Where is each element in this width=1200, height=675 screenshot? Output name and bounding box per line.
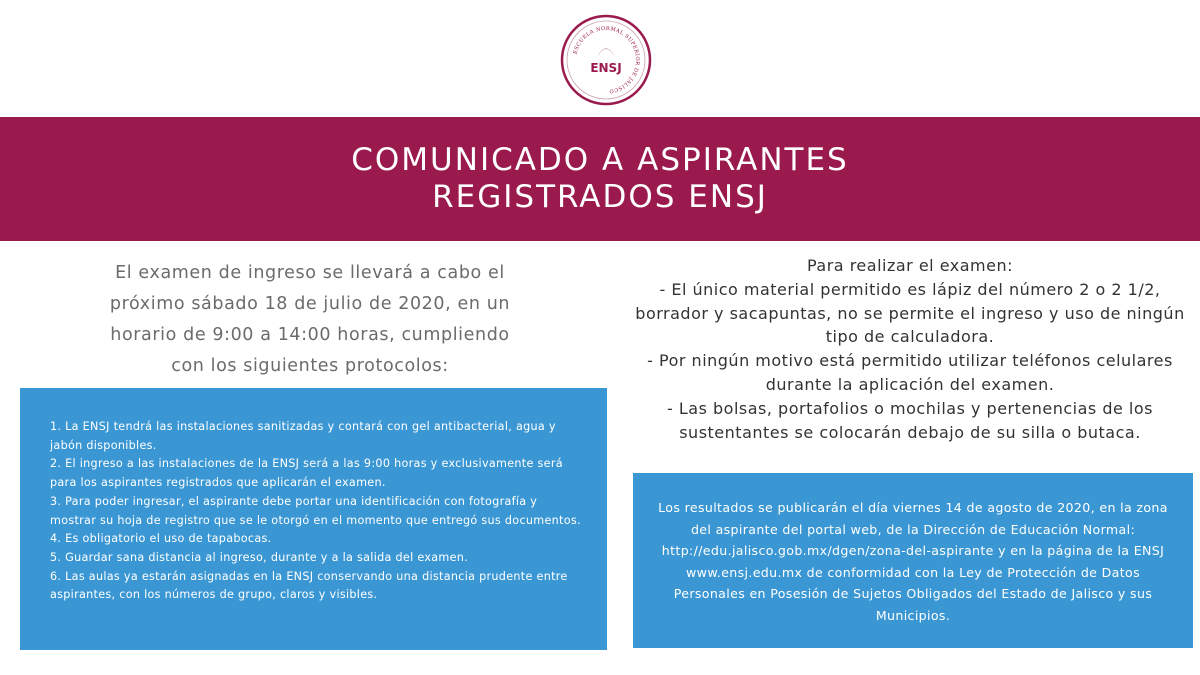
exam-item: - Las bolsas, portafolios o mochilas y pertenencias de los sustentantes se colocarán debajo de su silla o butaca. xyxy=(667,398,1153,442)
title-banner xyxy=(0,117,1200,241)
results-text: Los resultados se publicarán el día viernes 14 de agosto de 2020, en la zona del aspirante del portal web, de la Dirección de Educación Normal: http://edu.jalisco.gob.mx/dgen/zona-del-aspirante y en la página de la ENSJ www.ensj.edu.mx de conformidad con la Ley de Protección de Datos Personales en Posesión de Sujetos Obligados del Estado de Jalisco y sus Municipios. xyxy=(658,500,1168,623)
intro-line: horario de 9:00 a 14:00 horas, cumpliendo xyxy=(110,325,510,345)
protocols-box xyxy=(20,388,607,650)
exam-item: - Por ningún motivo está permitido utilizar teléfonos celulares durante la aplicación del examen. xyxy=(647,351,1173,394)
intro-line: con los siguientes protocolos: xyxy=(171,356,449,376)
protocol-item: 1. La ENSJ tendrá las instalaciones sanitizadas y contará con gel antibacterial, agua y jabón disponibles. xyxy=(50,420,556,452)
exam-item: - El único material permitido es lápiz del número 2 o 2 1/2, borrador y sacapuntas, no se permite el ingreso y uso de ningún tipo de calculadora. xyxy=(635,279,1185,347)
logo-acronym: ENSJ xyxy=(590,61,622,75)
results-box xyxy=(633,473,1193,648)
logo-ring-text: ESCUELA NORMAL SUPERIOR DE JALISCO xyxy=(572,25,641,94)
protocol-item: 5. Guardar sana distancia al ingreso, durante y a la salida del examen. xyxy=(50,550,469,564)
protocol-item: 4. Es obligatorio el uso de tapabocas. xyxy=(50,532,272,546)
protocol-item: 3. Para poder ingresar, el aspirante debe portar una identificación con fotografía y mostrar su hoja de registro que se le otorgó en el momento que entregó sus documentos. xyxy=(50,494,581,527)
exam-requirements xyxy=(630,254,1190,444)
intro-line: próximo sábado 18 de julio de 2020, en un xyxy=(109,294,511,314)
ensj-logo xyxy=(558,12,654,108)
intro-line: El examen de ingreso se llevará a cabo el xyxy=(115,263,505,283)
intro-paragraph xyxy=(70,258,550,382)
banner-title-line-1: COMUNICADO A ASPIRANTES xyxy=(351,142,849,178)
protocol-item: 2. El ingreso a las instalaciones de la ENSJ será a las 9:00 horas y exclusivamente será para los aspirantes registrados que aplicarán el examen. xyxy=(50,457,563,490)
exam-heading: Para realizar el examen: xyxy=(806,256,1013,275)
banner-title-line-2: REGISTRADOS ENSJ xyxy=(432,179,768,215)
ensj-seal-icon xyxy=(558,12,654,108)
protocol-item: 6. Las aulas ya estarán asignadas en la ENSJ conservando una distancia prudente entre aspirantes, con los números de grupo, claros y visibles. xyxy=(50,569,568,602)
